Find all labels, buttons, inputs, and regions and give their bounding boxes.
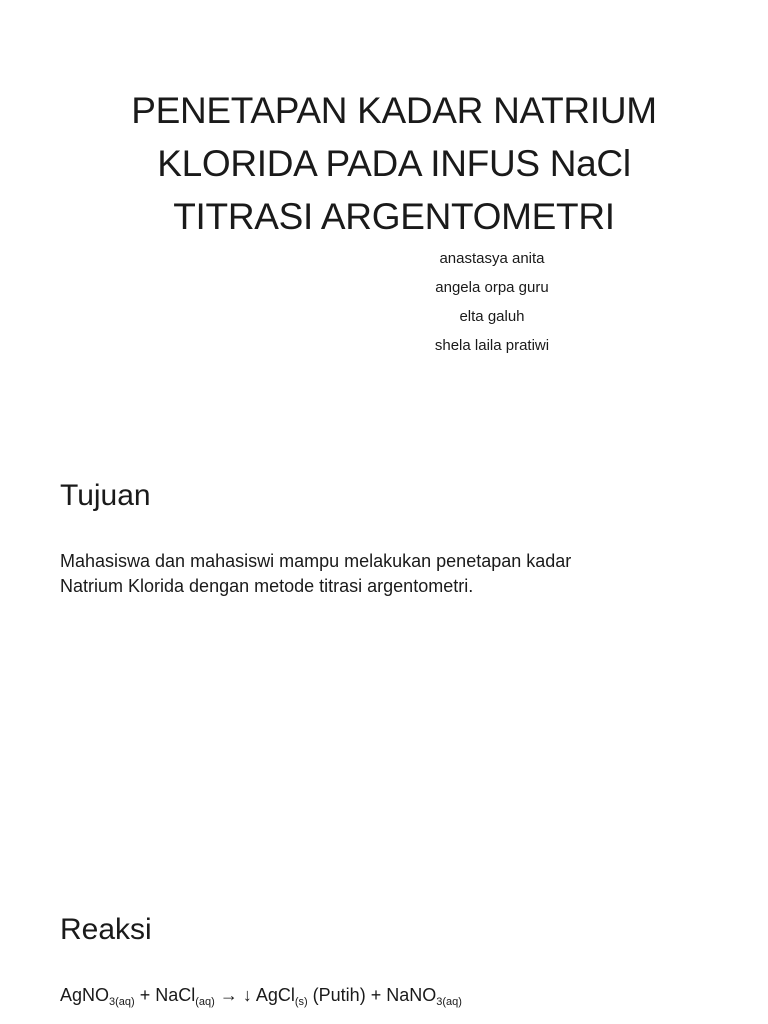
product-nano3-subscript: 3(aq)	[436, 996, 462, 1008]
reactant-agno3: AgNO	[60, 985, 110, 1005]
title-line-2: KLORIDA PADA INFUS NaCl	[157, 143, 631, 184]
tujuan-heading: Tujuan	[60, 479, 151, 512]
plus-sign: +	[134, 985, 156, 1005]
reactant-nacl-subscript: (aq)	[195, 996, 215, 1008]
tujuan-line-2: Natrium Klorida dengan metode titrasi argentometri.	[60, 576, 474, 596]
reaksi-slide	[0, 870, 768, 1024]
reaksi-heading: Reaksi	[60, 913, 152, 946]
author-name: angela orpa guru	[435, 279, 549, 296]
reaction-arrow: → ↓	[214, 985, 256, 1005]
tujuan-body	[60, 549, 700, 599]
product-nano3: NaNO	[386, 985, 437, 1005]
product-agcl-subscript: (s)	[294, 996, 308, 1008]
product-agcl-note: (Putih) +	[307, 985, 387, 1005]
title-line-1: PENETAPAN KADAR NATRIUM	[131, 90, 657, 131]
author-name: anastasya anita	[439, 250, 545, 267]
author-list	[372, 244, 612, 360]
tujuan-slide	[0, 440, 768, 860]
reaction-equation	[60, 982, 462, 1008]
reactant-nacl: NaCl	[155, 985, 196, 1005]
title-slide	[0, 0, 768, 430]
author-name: elta galuh	[459, 308, 525, 325]
product-agcl: AgCl	[255, 985, 295, 1005]
slide-title	[60, 84, 728, 243]
reactant-agno3-subscript: 3(aq)	[109, 996, 135, 1008]
title-line-3: TITRASI ARGENTOMETRI	[173, 196, 615, 237]
author-name: shela laila pratiwi	[434, 337, 550, 354]
tujuan-line-1: Mahasiswa dan mahasiswi mampu melakukan penetapan kadar	[60, 551, 572, 571]
